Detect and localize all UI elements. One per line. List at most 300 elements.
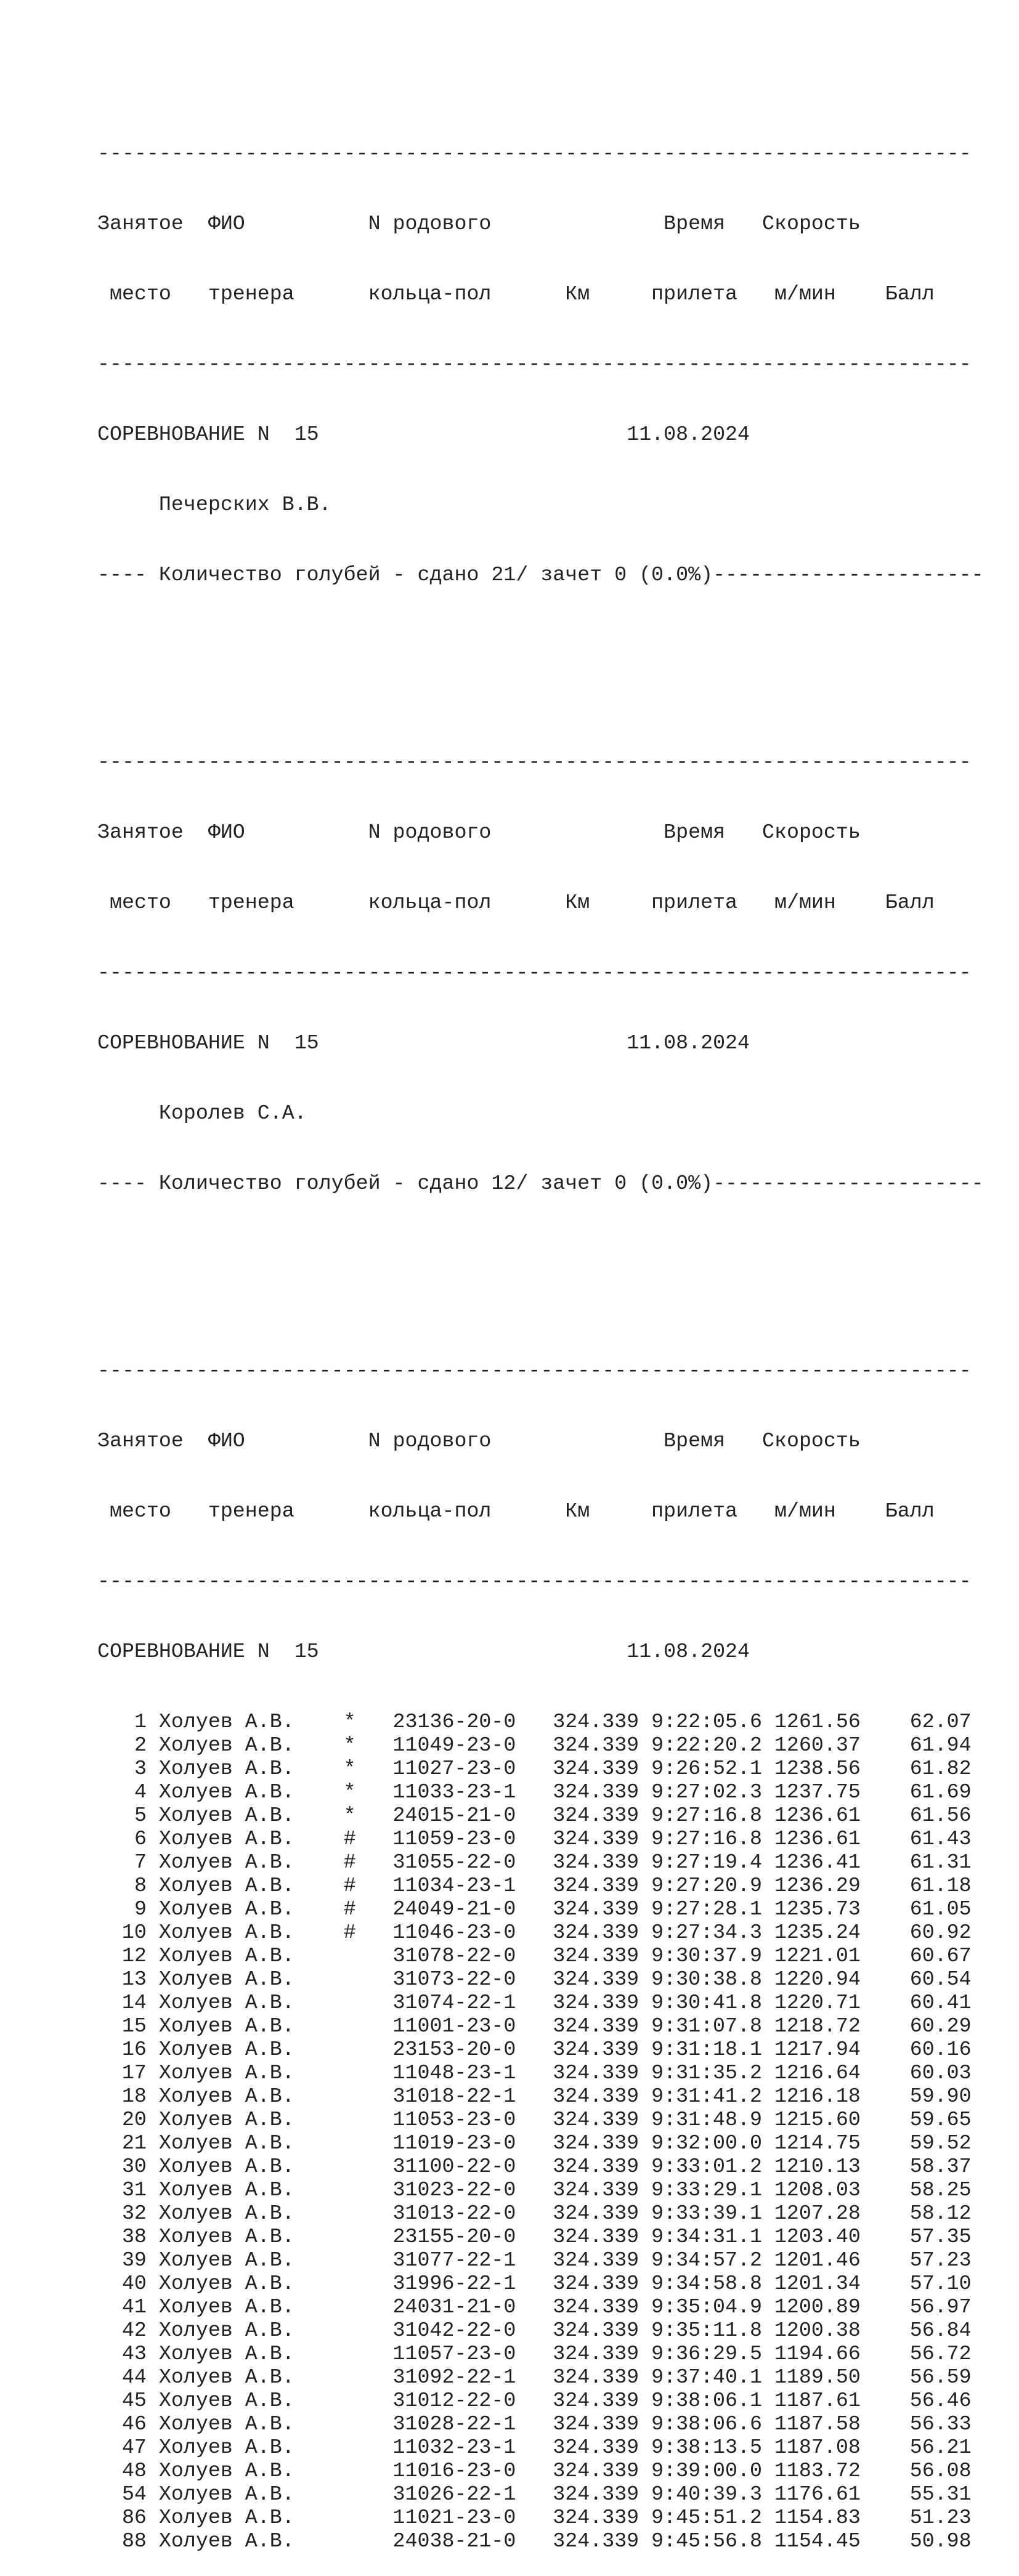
trainer-cell: Холуев А.В.	[158, 2225, 294, 2248]
time-cell: 9:27:16.8	[651, 1827, 762, 1850]
score-cell: 59.52	[909, 2131, 972, 2155]
column-header-line-1: Занятое ФИО N родового Время Скорость	[97, 1429, 861, 1452]
pigeon-count-summary: ---- Количество голубей - сдано 12/ зачет 0 (0.0%)----------------------	[97, 1172, 984, 1195]
km-cell: 324.339	[553, 2084, 639, 2108]
speed-cell: 1210.13	[774, 2155, 861, 2178]
speed-cell: 1200.38	[774, 2319, 861, 2342]
km-cell: 324.339	[553, 1897, 639, 1921]
speed-cell: 1207.28	[774, 2201, 861, 2225]
ring-cell: 11027-23-0	[392, 1757, 516, 1780]
km-cell: 324.339	[553, 2295, 639, 2319]
time-cell: 9:27:28.1	[651, 1897, 762, 1921]
place-cell: 7	[134, 1850, 147, 1874]
ring-cell: 31100-22-0	[392, 2155, 516, 2178]
table-row	[97, 2482, 984, 2506]
place-cell: 13	[121, 1967, 147, 1991]
time-cell: 9:35:04.9	[651, 2295, 762, 2319]
km-cell: 324.339	[553, 1850, 639, 1874]
ring-cell: 31042-22-0	[392, 2319, 516, 2342]
score-cell: 59.90	[909, 2084, 972, 2108]
score-cell: 58.12	[909, 2201, 972, 2225]
km-cell: 324.339	[553, 2482, 639, 2506]
mark-cell: *	[343, 1780, 356, 1804]
trainer-cell: Холуев А.В.	[158, 1991, 294, 2014]
results-sheet	[97, 48, 984, 2576]
ring-cell: 11021-23-0	[392, 2506, 516, 2529]
score-cell: 56.84	[909, 2319, 972, 2342]
trainer-cell: Холуев А.В.	[158, 2131, 294, 2155]
table-row	[97, 2108, 984, 2131]
time-cell: 9:37:40.1	[651, 2365, 762, 2389]
column-header-line-2: место тренера кольца-пол Км прилета м/мин Балл	[97, 282, 935, 306]
ring-cell: 31077-22-1	[392, 2248, 516, 2272]
trainer-cell: Холуев А.В.	[158, 1921, 294, 1944]
speed-cell: 1201.34	[774, 2272, 861, 2295]
speed-cell: 1236.41	[774, 1850, 861, 1874]
column-header-line-1: Занятое ФИО N родового Время Скорость	[97, 820, 861, 844]
mark-cell: *	[343, 1733, 356, 1757]
trainer-cell: Холуев А.В.	[158, 2389, 294, 2412]
time-cell: 9:31:48.9	[651, 2108, 762, 2131]
score-cell: 61.43	[909, 1827, 972, 1850]
ring-cell: 31018-22-1	[392, 2084, 516, 2108]
time-cell: 9:36:29.5	[651, 2342, 762, 2365]
km-cell: 324.339	[553, 2201, 639, 2225]
place-cell: 45	[121, 2389, 147, 2412]
ring-cell: 31026-22-1	[392, 2482, 516, 2506]
speed-cell: 1187.61	[774, 2389, 861, 2412]
trainer-cell: Холуев А.В.	[158, 2342, 294, 2365]
time-cell: 9:34:31.1	[651, 2225, 762, 2248]
table-row	[97, 1967, 984, 1991]
place-cell: 4	[134, 1780, 147, 1804]
time-cell: 9:22:20.2	[651, 1733, 762, 1757]
speed-cell: 1220.71	[774, 1991, 861, 2014]
time-cell: 9:33:01.2	[651, 2155, 762, 2178]
trainer-cell: Холуев А.В.	[158, 2038, 294, 2061]
place-cell: 15	[121, 2014, 147, 2038]
trainer-cell: Холуев А.В.	[158, 1897, 294, 1921]
place-cell: 9	[134, 1897, 147, 1921]
place-cell: 5	[134, 1804, 147, 1827]
ring-cell: 11033-23-1	[392, 1780, 516, 1804]
table-row	[97, 1733, 984, 1757]
speed-cell: 1214.75	[774, 2131, 861, 2155]
score-cell: 60.29	[909, 2014, 972, 2038]
ring-cell: 11019-23-0	[392, 2131, 516, 2155]
score-cell: 51.23	[909, 2506, 972, 2529]
km-cell: 324.339	[553, 1757, 639, 1780]
speed-cell: 1176.61	[774, 2482, 861, 2506]
trainer-cell: Холуев А.В.	[158, 2108, 294, 2131]
trainer-cell: Холуев А.В.	[158, 2248, 294, 2272]
ring-cell: 11048-23-1	[392, 2061, 516, 2084]
km-cell: 324.339	[553, 2108, 639, 2131]
trainer-cell: Холуев А.В.	[158, 1780, 294, 1804]
km-cell: 324.339	[553, 2272, 639, 2295]
time-cell: 9:22:05.6	[651, 1710, 762, 1733]
score-cell: 56.46	[909, 2389, 972, 2412]
place-cell: 17	[121, 2061, 147, 2084]
score-cell: 60.54	[909, 1967, 972, 1991]
separator-rule: -----------------------------------------------------------------------	[97, 352, 972, 376]
place-cell: 32	[121, 2201, 147, 2225]
ring-cell: 23136-20-0	[392, 1710, 516, 1733]
mark-cell: #	[343, 1921, 356, 1944]
speed-cell: 1215.60	[774, 2108, 861, 2131]
score-cell: 56.08	[909, 2459, 972, 2482]
place-cell: 47	[121, 2436, 147, 2459]
km-cell: 324.339	[553, 2365, 639, 2389]
km-cell: 324.339	[553, 1733, 639, 1757]
separator-rule: -----------------------------------------------------------------------	[97, 750, 972, 774]
place-cell: 10	[121, 1921, 147, 1944]
ring-cell: 31013-22-0	[392, 2201, 516, 2225]
time-cell: 9:30:37.9	[651, 1944, 762, 1967]
time-cell: 9:31:41.2	[651, 2084, 762, 2108]
place-cell: 14	[121, 1991, 147, 2014]
km-cell: 324.339	[553, 1827, 639, 1850]
separator-rule: -----------------------------------------------------------------------	[97, 1359, 972, 1382]
ring-cell: 31996-22-1	[392, 2272, 516, 2295]
time-cell: 9:40:39.3	[651, 2482, 762, 2506]
table-row	[97, 1850, 984, 1874]
place-cell: 31	[121, 2178, 147, 2201]
speed-cell: 1217.94	[774, 2038, 861, 2061]
trainer-cell: Холуев А.В.	[158, 1757, 294, 1780]
time-cell: 9:38:06.1	[651, 2389, 762, 2412]
ring-cell: 11059-23-0	[392, 1827, 516, 1850]
table-row	[97, 2365, 984, 2389]
km-cell: 324.339	[553, 1944, 639, 1967]
place-cell: 40	[121, 2272, 147, 2295]
trainer-cell: Холуев А.В.	[158, 2365, 294, 2389]
ring-cell: 11016-23-0	[392, 2459, 516, 2482]
score-cell: 56.59	[909, 2365, 972, 2389]
ring-cell: 31012-22-0	[392, 2389, 516, 2412]
speed-cell: 1187.08	[774, 2436, 861, 2459]
mark-cell: #	[343, 1897, 356, 1921]
score-cell: 61.94	[909, 1733, 972, 1757]
score-cell: 57.35	[909, 2225, 972, 2248]
place-cell: 20	[121, 2108, 147, 2131]
ring-cell: 23155-20-0	[392, 2225, 516, 2248]
table-row	[97, 1921, 984, 1944]
time-cell: 9:27:16.8	[651, 1804, 762, 1827]
score-cell: 57.10	[909, 2272, 972, 2295]
km-cell: 324.339	[553, 2506, 639, 2529]
mark-cell: *	[343, 1710, 356, 1733]
trainer-cell: Холуев А.В.	[158, 2412, 294, 2436]
km-cell: 324.339	[553, 1710, 639, 1733]
time-cell: 9:33:39.1	[651, 2201, 762, 2225]
score-cell: 60.92	[909, 1921, 972, 1944]
trainer-cell: Холуев А.В.	[158, 2155, 294, 2178]
trainer-cell: Холуев А.В.	[158, 2529, 294, 2553]
km-cell: 324.339	[553, 1921, 639, 1944]
km-cell: 324.339	[553, 1780, 639, 1804]
speed-cell: 1201.46	[774, 2248, 861, 2272]
ring-cell: 31073-22-0	[392, 1967, 516, 1991]
place-cell: 6	[134, 1827, 147, 1850]
ring-cell: 23153-20-0	[392, 2038, 516, 2061]
table-row	[97, 2412, 984, 2436]
pigeon-count-summary: ---- Количество голубей - сдано 21/ зачет 0 (0.0%)----------------------	[97, 563, 984, 586]
km-cell: 324.339	[553, 2038, 639, 2061]
place-cell: 39	[121, 2248, 147, 2272]
km-cell: 324.339	[553, 1967, 639, 1991]
table-row	[97, 2131, 984, 2155]
score-cell: 61.56	[909, 1804, 972, 1827]
speed-cell: 1236.61	[774, 1804, 861, 1827]
table-row	[97, 2201, 984, 2225]
ring-cell: 24015-21-0	[392, 1804, 516, 1827]
score-cell: 56.72	[909, 2342, 972, 2365]
trainer-cell: Холуев А.В.	[158, 1967, 294, 1991]
trainer-cell: Холуев А.В.	[158, 2084, 294, 2108]
time-cell: 9:31:07.8	[651, 2014, 762, 2038]
time-cell: 9:38:06.6	[651, 2412, 762, 2436]
score-cell: 56.33	[909, 2412, 972, 2436]
table-row	[97, 2436, 984, 2459]
time-cell: 9:33:29.1	[651, 2178, 762, 2201]
score-cell: 58.25	[909, 2178, 972, 2201]
ring-cell: 24031-21-0	[392, 2295, 516, 2319]
place-cell: 43	[121, 2342, 147, 2365]
score-cell: 61.05	[909, 1897, 972, 1921]
speed-cell: 1260.37	[774, 1733, 861, 1757]
trainer-cell: Холуев А.В.	[158, 2178, 294, 2201]
table-row	[97, 1897, 984, 1921]
time-cell: 9:27:20.9	[651, 1874, 762, 1897]
table-row	[97, 2038, 984, 2061]
score-cell: 61.31	[909, 1850, 972, 1874]
speed-cell: 1238.56	[774, 1757, 861, 1780]
column-header-line-2: место тренера кольца-пол Км прилета м/мин Балл	[97, 891, 935, 914]
mark-cell: #	[343, 1874, 356, 1897]
speed-cell: 1183.72	[774, 2459, 861, 2482]
table-row	[97, 2295, 984, 2319]
score-cell: 60.16	[909, 2038, 972, 2061]
speed-cell: 1237.75	[774, 1780, 861, 1804]
km-cell: 324.339	[553, 2155, 639, 2178]
table-row	[97, 2061, 984, 2084]
mark-cell: *	[343, 1757, 356, 1780]
trainer-cell: Холуев А.В.	[158, 2272, 294, 2295]
ring-cell: 24049-21-0	[392, 1897, 516, 1921]
table-row	[97, 2178, 984, 2201]
table-row	[97, 1780, 984, 1804]
place-cell: 21	[121, 2131, 147, 2155]
trainer-cell: Холуев А.В.	[158, 1827, 294, 1850]
ring-cell: 31092-22-1	[392, 2365, 516, 2389]
speed-cell: 1208.03	[774, 2178, 861, 2201]
ring-cell: 11057-23-0	[392, 2342, 516, 2365]
speed-cell: 1235.24	[774, 1921, 861, 1944]
table-row	[97, 2459, 984, 2482]
ring-cell: 31023-22-0	[392, 2178, 516, 2201]
time-cell: 9:27:34.3	[651, 1921, 762, 1944]
ring-cell: 11032-23-1	[392, 2436, 516, 2459]
place-cell: 54	[121, 2482, 147, 2506]
table-row	[97, 2529, 984, 2553]
score-cell: 61.18	[909, 1874, 972, 1897]
column-header-line-1: Занятое ФИО N родового Время Скорость	[97, 212, 861, 235]
ring-cell: 31078-22-0	[392, 1944, 516, 1967]
speed-cell: 1154.83	[774, 2506, 861, 2529]
table-row	[97, 2319, 984, 2342]
ring-cell: 31028-22-1	[392, 2412, 516, 2436]
score-cell: 62.07	[909, 1710, 972, 1733]
separator-rule: -----------------------------------------------------------------------	[97, 1569, 972, 1593]
km-cell: 324.339	[553, 2178, 639, 2201]
km-cell: 324.339	[553, 2389, 639, 2412]
km-cell: 324.339	[553, 2459, 639, 2482]
km-cell: 324.339	[553, 2342, 639, 2365]
km-cell: 324.339	[553, 2061, 639, 2084]
place-cell: 1	[134, 1710, 147, 1733]
speed-cell: 1221.01	[774, 1944, 861, 1967]
table-row	[97, 2248, 984, 2272]
km-cell: 324.339	[553, 1804, 639, 1827]
score-cell: 56.21	[909, 2436, 972, 2459]
score-cell: 60.41	[909, 1991, 972, 2014]
km-cell: 324.339	[553, 2529, 639, 2553]
competition-title: СОРЕВНОВАНИЕ N 15 11.08.2024	[97, 1031, 750, 1055]
ring-cell: 11053-23-0	[392, 2108, 516, 2131]
time-cell: 9:34:57.2	[651, 2248, 762, 2272]
table-row	[97, 1757, 984, 1780]
speed-cell: 1216.18	[774, 2084, 861, 2108]
score-cell: 50.98	[909, 2529, 972, 2553]
ring-cell: 31055-22-0	[392, 1850, 516, 1874]
km-cell: 324.339	[553, 1874, 639, 1897]
km-cell: 324.339	[553, 1991, 639, 2014]
trainer-cell: Холуев А.В.	[158, 1804, 294, 1827]
km-cell: 324.339	[553, 2319, 639, 2342]
score-cell: 61.69	[909, 1780, 972, 1804]
time-cell: 9:31:18.1	[651, 2038, 762, 2061]
place-cell: 88	[121, 2529, 147, 2553]
km-cell: 324.339	[553, 2131, 639, 2155]
speed-cell: 1154.45	[774, 2529, 861, 2553]
time-cell: 9:32:00.0	[651, 2131, 762, 2155]
time-cell: 9:31:35.2	[651, 2061, 762, 2084]
ring-cell: 31074-22-1	[392, 1991, 516, 2014]
trainer-cell: Холуев А.В.	[158, 2061, 294, 2084]
speed-cell: 1194.66	[774, 2342, 861, 2365]
table-row	[97, 1991, 984, 2014]
ring-cell: 11001-23-0	[392, 2014, 516, 2038]
place-cell: 42	[121, 2319, 147, 2342]
time-cell: 9:45:56.8	[651, 2529, 762, 2553]
table-row	[97, 2342, 984, 2365]
mark-cell: *	[343, 1804, 356, 1827]
table-row	[97, 1804, 984, 1827]
time-cell: 9:30:41.8	[651, 1991, 762, 2014]
place-cell: 18	[121, 2084, 147, 2108]
trainer-cell: Холуев А.В.	[158, 1710, 294, 1733]
time-cell: 9:34:58.8	[651, 2272, 762, 2295]
place-cell: 86	[121, 2506, 147, 2529]
speed-cell: 1261.56	[774, 1710, 861, 1733]
speed-cell: 1220.94	[774, 1967, 861, 1991]
time-cell: 9:27:19.4	[651, 1850, 762, 1874]
table-row	[97, 2272, 984, 2295]
ring-cell: 11046-23-0	[392, 1921, 516, 1944]
separator-rule: -----------------------------------------------------------------------	[97, 961, 972, 984]
trainer-cell: Холуев А.В.	[158, 2319, 294, 2342]
place-cell: 44	[121, 2365, 147, 2389]
ring-cell: 24038-21-0	[392, 2529, 516, 2553]
table-row	[97, 2155, 984, 2178]
trainer-cell: Холуев А.В.	[158, 1874, 294, 1897]
table-row	[97, 2225, 984, 2248]
competition-title: СОРЕВНОВАНИЕ N 15 11.08.2024	[97, 423, 750, 446]
score-cell: 55.31	[909, 2482, 972, 2506]
km-cell: 324.339	[553, 2225, 639, 2248]
separator-rule: -----------------------------------------------------------------------	[97, 142, 972, 165]
table-row	[97, 2084, 984, 2108]
place-cell: 3	[134, 1757, 147, 1780]
place-cell: 16	[121, 2038, 147, 2061]
speed-cell: 1189.50	[774, 2365, 861, 2389]
table-row	[97, 1827, 984, 1850]
speed-cell: 1236.29	[774, 1874, 861, 1897]
speed-cell: 1203.40	[774, 2225, 861, 2248]
competition-title: СОРЕВНОВАНИЕ N 15 11.08.2024	[97, 1640, 750, 1663]
trainer-name: Печерских В.В.	[97, 493, 331, 516]
table-row	[97, 2014, 984, 2038]
km-cell: 324.339	[553, 2248, 639, 2272]
trainer-cell: Холуев А.В.	[158, 1733, 294, 1757]
place-cell: 46	[121, 2412, 147, 2436]
trainer-cell: Холуев А.В.	[158, 2436, 294, 2459]
results-table	[97, 1710, 984, 2553]
speed-cell: 1235.73	[774, 1897, 861, 1921]
time-cell: 9:39:00.0	[651, 2459, 762, 2482]
score-cell: 57.23	[909, 2248, 972, 2272]
time-cell: 9:38:13.5	[651, 2436, 762, 2459]
score-cell: 56.97	[909, 2295, 972, 2319]
table-row	[97, 1710, 984, 1733]
km-cell: 324.339	[553, 2412, 639, 2436]
place-cell: 8	[134, 1874, 147, 1897]
trainer-cell: Холуев А.В.	[158, 2459, 294, 2482]
time-cell: 9:30:38.8	[651, 1967, 762, 1991]
place-cell: 38	[121, 2225, 147, 2248]
trainer-cell: Холуев А.В.	[158, 1944, 294, 1967]
speed-cell: 1236.61	[774, 1827, 861, 1850]
table-row	[97, 2506, 984, 2529]
score-cell: 61.82	[909, 1757, 972, 1780]
speed-cell: 1200.89	[774, 2295, 861, 2319]
table-row	[97, 1874, 984, 1897]
table-row	[97, 2389, 984, 2412]
ring-cell: 11034-23-1	[392, 1874, 516, 1897]
trainer-cell: Холуев А.В.	[158, 2482, 294, 2506]
score-cell: 60.67	[909, 1944, 972, 1967]
place-cell: 30	[121, 2155, 147, 2178]
km-cell: 324.339	[553, 2014, 639, 2038]
speed-cell: 1187.58	[774, 2412, 861, 2436]
ring-cell: 11049-23-0	[392, 1733, 516, 1757]
time-cell: 9:45:51.2	[651, 2506, 762, 2529]
score-cell: 59.65	[909, 2108, 972, 2131]
speed-cell: 1216.64	[774, 2061, 861, 2084]
trainer-cell: Холуев А.В.	[158, 2295, 294, 2319]
score-cell: 60.03	[909, 2061, 972, 2084]
